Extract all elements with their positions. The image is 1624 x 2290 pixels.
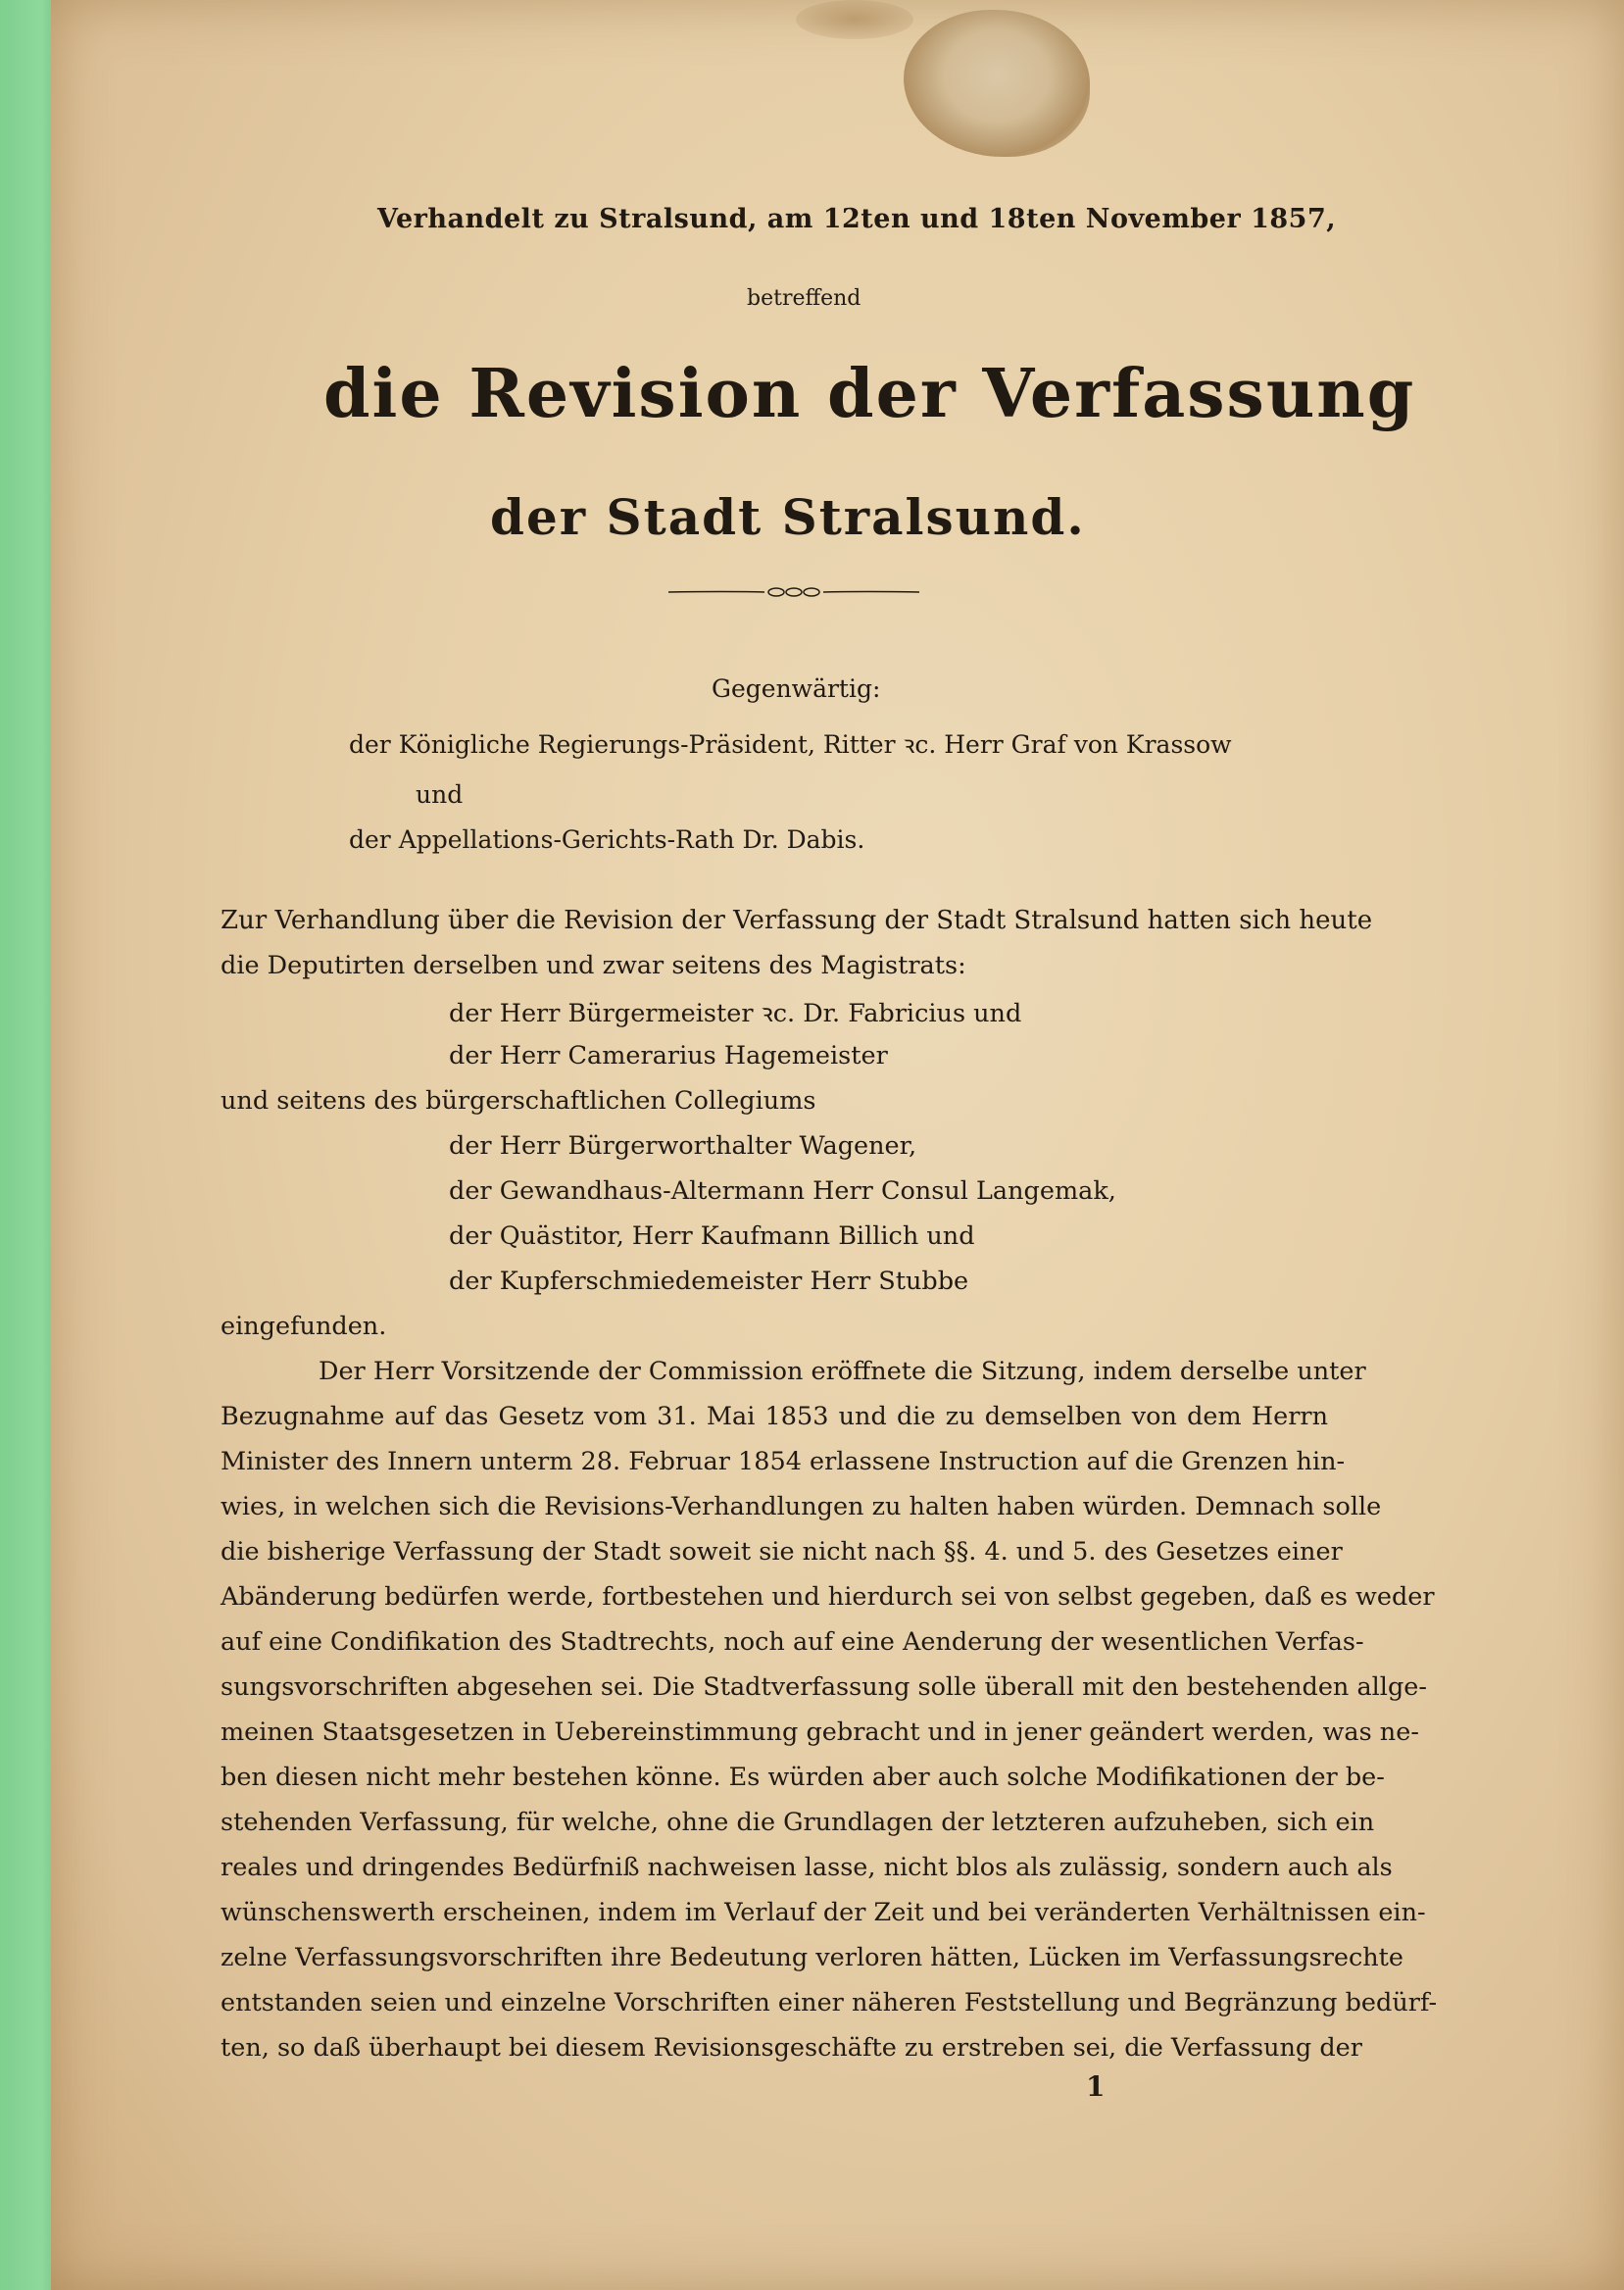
document-subheading: betreffend — [747, 286, 861, 311]
body-line: stehenden Verfassung, für welche, ohne die Grundlagen der letzteren aufzuheben, sich ein — [221, 1808, 1375, 1837]
present-line: der Königliche Regierungs-Präsident, Ritter ꝛc. Herr Graf von Krassow — [349, 730, 1232, 759]
present-line: und — [416, 780, 464, 809]
body-line: reales und dringendes Bedürfniß nachweisen lasse, nicht blos als zulässig, sondern auch als — [221, 1853, 1393, 1882]
body-line: ten, so daß überhaupt bei diesem Revisionsgeschäfte zu erstreben sei, die Verfassung der — [221, 2033, 1362, 2063]
document-title-line2: der Stadt Stralsund. — [490, 488, 1086, 546]
deputies-line: der Kupferschmiedemeister Herr Stubbe — [449, 1267, 969, 1296]
deputies-line: und seitens des bürgerschaftlichen Collegiums — [221, 1086, 816, 1116]
deputies-line: der Herr Bürgerworthalter Wagener, — [449, 1131, 917, 1161]
present-line: der Appellations-Gerichts-Rath Dr. Dabis. — [349, 825, 865, 854]
deputies-line: eingefunden. — [221, 1312, 387, 1341]
document-title-line1: die Revision der Verfassung — [323, 355, 1416, 433]
body-line: sungsvorschriften abgesehen sei. Die Stadtverfassung solle überall mit den bestehenden allge- — [221, 1672, 1427, 1702]
body-line: wies, in welchen sich die Revisions-Verhandlungen zu halten haben würden. Demnach solle — [221, 1492, 1382, 1521]
deputies-line: der Gewandhaus-Altermann Herr Consul Langemak, — [449, 1176, 1116, 1206]
body-line: wünschenswerth erscheinen, indem im Verlauf der Zeit und bei veränderten Verhältnissen ein- — [221, 1898, 1426, 1927]
present-label: Gegenwärtig: — [712, 674, 881, 703]
deputies-line: die Deputirten derselben und zwar seitens des Magistrats: — [221, 951, 966, 980]
body-line: Bezugnahme auf das Gesetz vom 31. Mai 1853 und die zu demselben von dem Herrn — [221, 1402, 1328, 1431]
deputies-line: Zur Verhandlung über die Revision der Verfassung der Stadt Stralsund hatten sich heute — [221, 906, 1373, 935]
deputies-line: der Herr Bürgermeister ꝛc. Dr. Fabricius und — [449, 999, 1022, 1028]
deputies-line: der Quästitor, Herr Kaufmann Billich und — [449, 1221, 975, 1251]
water-stain — [904, 10, 1090, 157]
body-line: ben diesen nicht mehr bestehen könne. Es würden aber auch solche Modifikationen der be- — [221, 1763, 1385, 1792]
body-line: entstanden seien und einzelne Vorschriften einer näheren Feststellung und Begränzung bedürf- — [221, 1988, 1438, 2017]
deputies-line: der Herr Camerarius Hagemeister — [449, 1041, 888, 1070]
body-line: auf eine Condifikation des Stadtrechts, noch auf eine Aenderung der wesentlichen Verfas- — [221, 1627, 1364, 1657]
stain-mark — [796, 0, 913, 39]
body-line: die bisherige Verfassung der Stadt soweit sie nicht nach §§. 4. und 5. des Gesetzes einer — [221, 1537, 1343, 1567]
body-line: Der Herr Vorsitzende der Commission eröffnete die Sitzung, indem derselbe unter — [319, 1357, 1366, 1386]
body-line: Abänderung bedürfen werde, fortbestehen und hierdurch sei von selbst gegeben, daß es weder — [221, 1582, 1435, 1612]
body-line: Minister des Innern unterm 28. Februar 1854 erlassene Instruction auf die Grenzen hin- — [221, 1447, 1346, 1476]
ornament-divider — [666, 584, 921, 600]
body-line: zelne Verfassungsvorschriften ihre Bedeutung verloren hätten, Lücken im Verfassungsrechte — [221, 1943, 1404, 1972]
page-number: 1 — [1086, 2070, 1106, 2103]
body-line: meinen Staatsgesetzen in Uebereinstimmung gebracht und in jener geändert werden, was ne- — [221, 1718, 1419, 1747]
document-heading: Verhandelt zu Stralsund, am 12ten und 18ten November 1857, — [377, 204, 1337, 234]
